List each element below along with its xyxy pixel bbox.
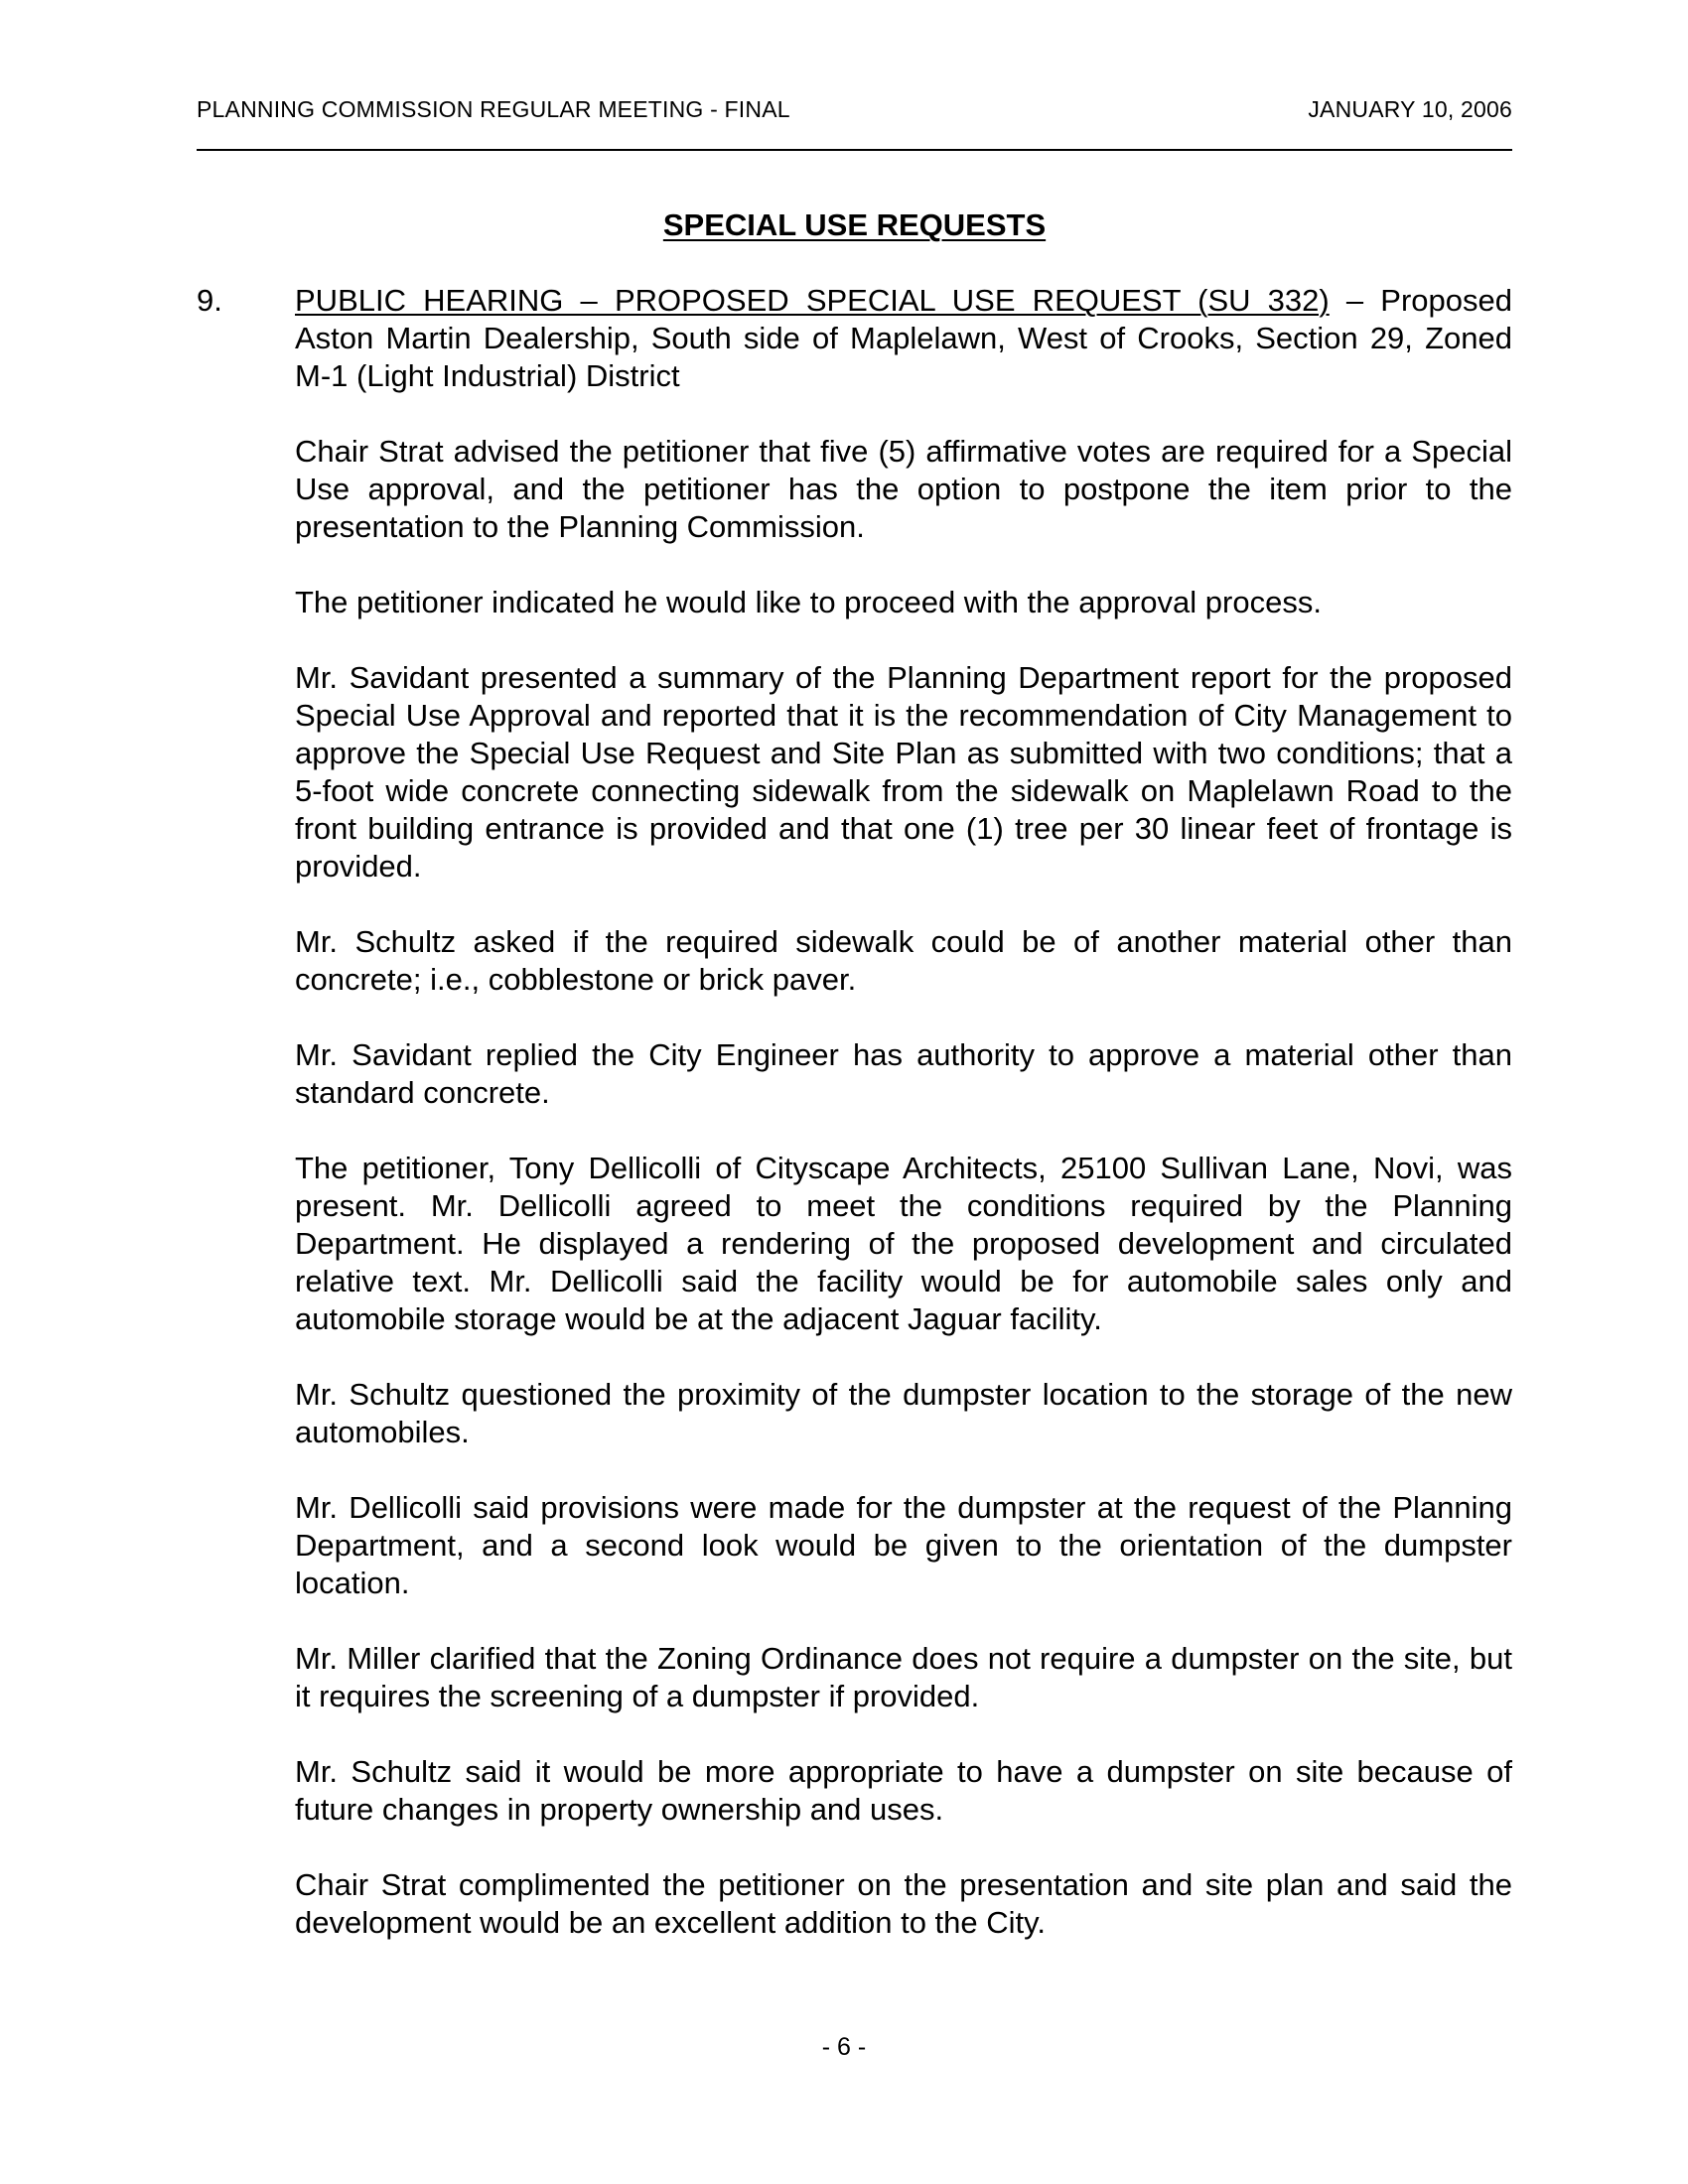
- meeting-date: JANUARY 10, 2006: [1308, 96, 1512, 122]
- hearing-title: PUBLIC HEARING – PROPOSED SPECIAL USE REQUEST (SU 332): [295, 283, 1330, 318]
- item-heading: [295, 282, 1512, 395]
- header-divider: [197, 149, 1512, 151]
- item-content: [295, 282, 1512, 1979]
- paragraph-schultz-dumpster: Mr. Schultz questioned the proximity of the dumpster location to the storage of the new automobiles.: [295, 1377, 1512, 1449]
- item-description: – Proposed Aston Martin Dealership, South side of Maplelawn, West of Crooks, Section 29, Zoned M-1 (Light Industrial) District: [295, 283, 1513, 393]
- item-number: 9.: [197, 283, 222, 318]
- paragraph-miller-zoning: Mr. Miller clarified that the Zoning Ordinance does not require a dumpster on the site, but it requires the screening of a dumpster if provided.: [295, 1641, 1512, 1713]
- page-header: [197, 96, 1512, 126]
- section-title: SPECIAL USE REQUESTS: [662, 207, 1047, 242]
- paragraph-savidant-summary: Mr. Savidant presented a summary of the Planning Department report for the proposed Special Use Approval and reported that it is the recommendation of City Management to approve the Special Use Request and Site Plan as submitted with two conditions; that a 5-foot wide concrete connecting sidewalk from the sidewalk on Maplelawn Road to the front building entrance is provided and that one (1) tree per 30 linear feet of frontage is provided.: [295, 660, 1512, 884]
- paragraph-chair-compliment: Chair Strat complimented the petitioner on the presentation and site plan and said the development would be an excellent addition to the City.: [295, 1867, 1512, 1940]
- document-title: PLANNING COMMISSION REGULAR MEETING - FINAL: [197, 96, 790, 122]
- paragraph-schultz-sidewalk: Mr. Schultz asked if the required sidewalk could be of another material other than concrete; i.e., cobblestone or brick paver.: [295, 924, 1512, 997]
- paragraph-petitioner-proceed: The petitioner indicated he would like to proceed with the approval process.: [295, 585, 1322, 619]
- page-number: - 6 -: [821, 2033, 867, 2061]
- paragraph-savidant-reply: Mr. Savidant replied the City Engineer has authority to approve a material other than standard concrete.: [295, 1037, 1512, 1110]
- paragraph-voting-requirement: Chair Strat advised the petitioner that five (5) affirmative votes are required for a Special Use approval, and the petitioner has the option to postpone the item prior to the presentation to the Planning Commission.: [295, 434, 1512, 544]
- paragraph-schultz-onsite: Mr. Schultz said it would be more appropriate to have a dumpster on site because of future changes in property ownership and uses.: [295, 1754, 1512, 1827]
- paragraph-dellicolli-dumpster: Mr. Dellicolli said provisions were made for the dumpster at the request of the Planning Department, and a second look would be given to the orientation of the dumpster location.: [295, 1490, 1512, 1600]
- paragraph-petitioner-present: The petitioner, Tony Dellicolli of Cityscape Architects, 25100 Sullivan Lane, Novi, was present. Mr. Dellicolli agreed to meet the conditions required by the Planning Department. He displayed a rendering of the proposed development and circulated relative text. Mr. Dellicolli said the facility would be for automobile sales only and automobile storage would be at the adjacent Jaguar facility.: [295, 1151, 1512, 1336]
